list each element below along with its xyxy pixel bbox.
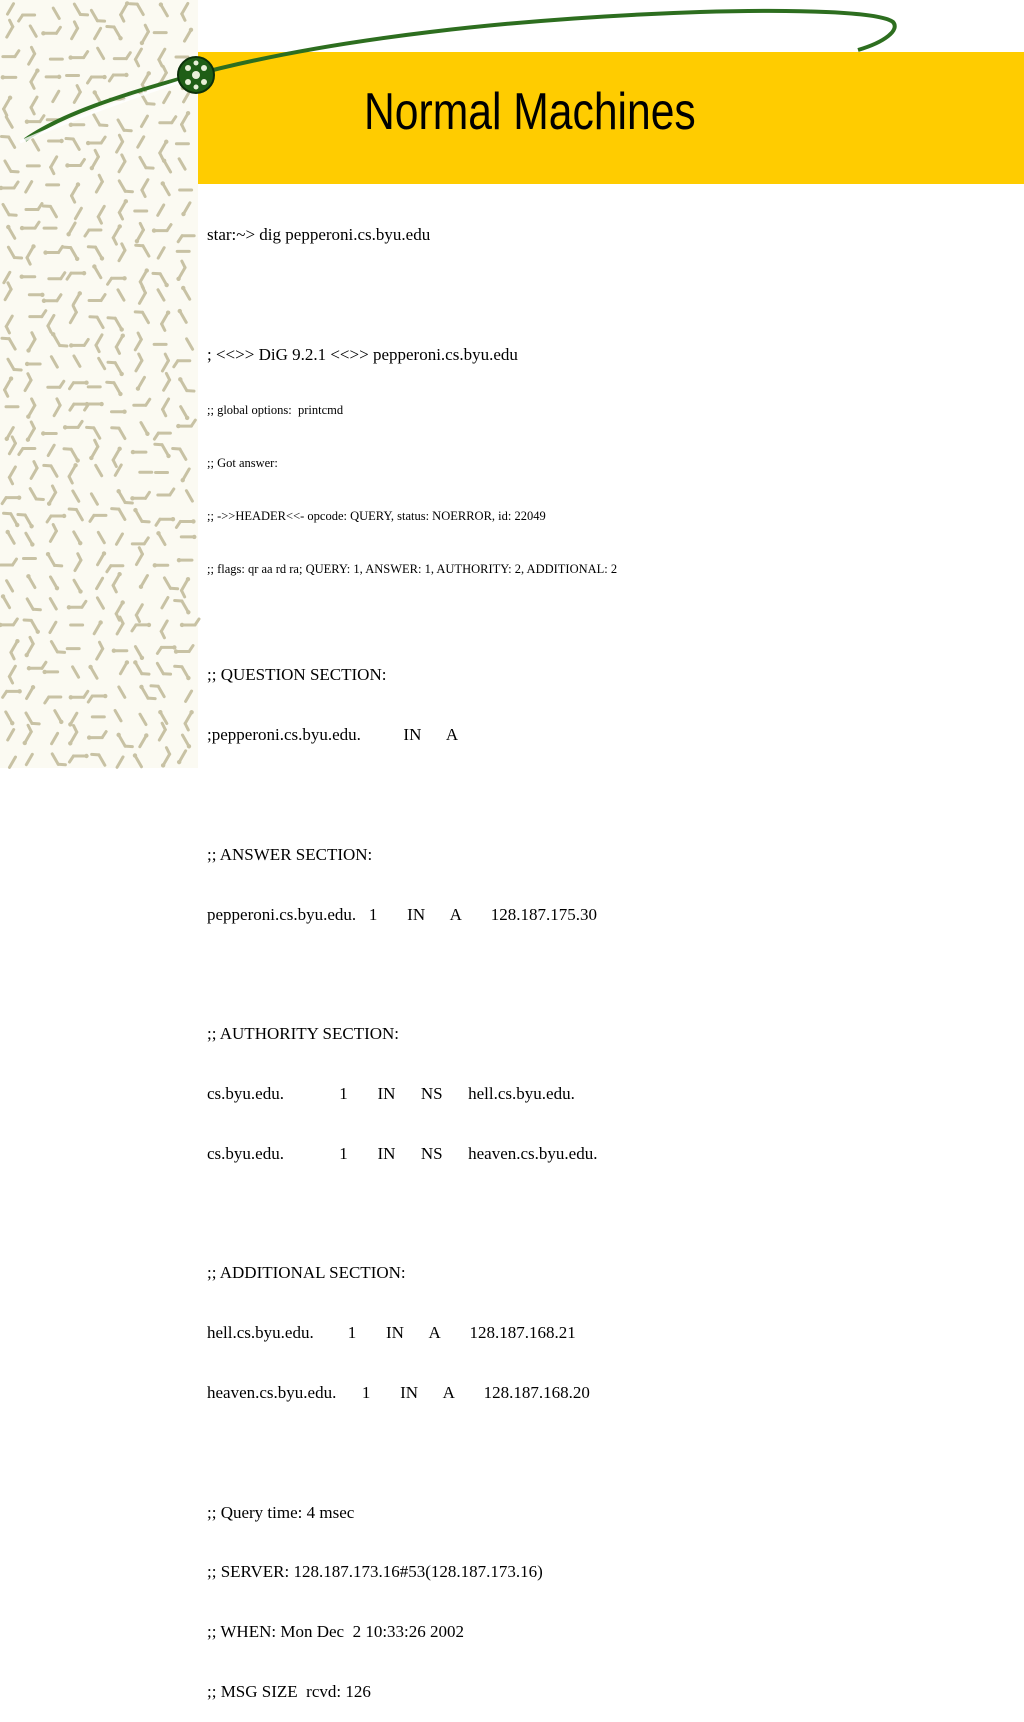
pattern-glyph [75,208,81,218]
pattern-glyph [119,687,125,697]
pattern-glyph [22,422,39,443]
pattern-glyph [64,726,81,747]
command-line: star:~> dig pepperoni.cs.byu.edu [207,225,431,244]
pattern-glyph [114,244,127,261]
dig-header-line: ; <<>> DiG 9.2.1 <<>> pepperoni.cs.byu.edu [207,344,518,364]
pattern-glyph [5,529,16,544]
pattern-glyph [177,374,194,395]
pattern-glyph [138,732,149,747]
pattern-glyph [29,293,44,297]
pattern-glyph [180,468,191,483]
pattern-glyph [94,335,107,352]
pattern-glyph [69,339,88,347]
pattern-glyph [174,361,190,367]
pattern-glyph [43,486,60,507]
pattern-glyph [112,425,125,442]
pattern-glyph [87,424,100,441]
pattern-glyph [69,691,88,699]
pattern-glyph [175,662,192,683]
pattern-glyph [9,757,15,767]
pattern-glyph [74,356,80,366]
pattern-glyph [88,664,99,679]
stats-line: ;; MSG SIZE rcvd: 126 [207,1681,371,1701]
pattern-glyph [134,605,147,622]
pattern-glyph [130,333,143,350]
pattern-glyph [135,309,148,326]
pattern-glyph [3,201,16,218]
pattern-glyph [134,286,147,303]
pattern-glyph [186,691,192,701]
pattern-glyph [73,667,79,677]
pattern-glyph [4,711,15,726]
pattern-glyph [70,554,83,571]
additional-row: hell.cs.byu.edu. 1 IN A 128.187.168.21 [207,1323,576,1343]
pattern-glyph [30,311,46,317]
question-heading: ;; QUESTION SECTION: [207,665,387,685]
pattern-glyph [176,420,195,428]
pattern-glyph [65,462,82,483]
pattern-glyph [109,223,126,244]
pattern-glyph [173,446,186,463]
pattern-glyph [91,642,104,659]
pattern-glyph [112,333,129,354]
pattern-glyph [132,505,149,526]
pattern-glyph [140,714,146,724]
pattern-glyph [157,645,176,653]
pattern-glyph [112,506,125,523]
pattern-glyph [7,666,20,683]
answer-row: pepperoni.cs.byu.edu. 1 IN A 128.187.175.30 [207,904,598,924]
pattern-glyph [26,754,32,764]
pattern-glyph [25,362,40,366]
pattern-glyph [30,486,43,503]
meta-line: ;; ->>HEADER<<- opcode: QUERY, status: NOERROR, id: 22049 [207,509,546,524]
pattern-glyph [0,619,17,627]
pattern-glyph [180,202,191,217]
pattern-glyph [164,575,177,592]
pattern-glyph [18,725,35,746]
pattern-glyph [155,440,172,461]
pattern-glyph [108,276,127,284]
pattern-glyph [130,492,149,500]
pattern-glyph [48,445,54,455]
pattern-glyph [8,730,14,740]
pattern-glyph [154,433,170,439]
additional-row: heaven.cs.byu.edu. 1 IN A 128.187.168.20 [207,1382,590,1402]
pattern-glyph [50,622,56,632]
pattern-glyph [109,571,126,592]
pattern-glyph [158,290,164,300]
pattern-glyph [51,357,57,367]
pattern-glyph [47,514,66,522]
pattern-glyph [92,751,105,768]
pattern-glyph [63,421,82,429]
dig-output [207,187,1007,1722]
meta-line: ;; global options: printcmd [207,403,344,418]
pattern-glyph [158,248,164,258]
pattern-glyph [116,534,122,544]
pattern-glyph [43,203,56,220]
pattern-glyph [119,659,130,674]
pattern-glyph [98,532,104,542]
pattern-glyph [157,354,170,371]
pattern-glyph [45,697,61,703]
pattern-glyph [158,373,171,390]
slide-title: Normal Machines [364,83,696,141]
pattern-glyph [180,619,199,627]
pattern-glyph [49,576,60,591]
pattern-glyph [181,709,198,730]
pattern-glyph [0,283,13,300]
pattern-glyph [115,198,132,219]
stats-line: ;; SERVER: 128.187.173.16#53(128.187.173.16) [207,1562,543,1582]
pattern-glyph [8,244,21,261]
pattern-glyph [91,263,102,278]
pattern-glyph [52,751,65,768]
pattern-glyph [67,601,86,609]
pattern-glyph [177,308,188,323]
pattern-glyph [177,558,192,562]
pattern-glyph [2,335,15,352]
pattern-glyph [50,329,67,350]
pattern-glyph [88,694,107,702]
pattern-glyph [108,314,125,335]
pattern-glyph [7,581,13,591]
pattern-glyph [20,637,37,658]
pattern-glyph [52,733,58,743]
pattern-glyph [112,648,127,652]
pattern-glyph [22,333,39,354]
pattern-glyph [116,486,133,507]
pattern-glyph [46,315,59,332]
meta-line: ;; flags: qr aa rd ra; QUERY: 1, ANSWER: 1, AUTHORITY: 2, ADDITIONAL: 2 [207,562,618,577]
pattern-glyph [1,376,18,397]
pattern-glyph [24,616,41,637]
pattern-glyph [175,596,192,617]
pattern-glyph [117,757,123,767]
pattern-glyph [3,689,22,697]
pattern-glyph [53,710,64,725]
pattern-glyph [180,285,191,300]
pattern-glyph [136,268,153,289]
pattern-glyph [4,509,21,530]
pattern-glyph [41,431,56,435]
stats-line: ;; Query time: 4 msec [207,1502,355,1522]
stats-line: ;; WHEN: Mon Dec 2 10:33:26 2002 [207,1622,465,1642]
pattern-glyph [176,750,187,765]
pattern-glyph [4,272,10,282]
pattern-glyph [108,358,125,379]
pattern-glyph [109,446,126,467]
question-row: ;pepperoni.cs.byu.edu. IN A [207,725,459,745]
pattern-glyph [99,358,105,368]
pattern-glyph [42,670,57,674]
pattern-glyph [72,579,83,594]
pattern-glyph [92,619,103,634]
pattern-glyph [131,223,148,244]
pattern-glyph [138,574,149,589]
pattern-glyph [162,597,168,607]
pattern-glyph [0,559,16,565]
pattern-glyph [48,381,64,387]
pattern-glyph [72,531,83,546]
pattern-glyph [178,236,194,242]
pattern-glyph [158,310,175,331]
pattern-glyph [176,519,195,527]
pattern-glyph [8,356,21,373]
pattern-glyph [131,354,144,371]
pattern-glyph [44,462,57,479]
swoosh-highlight [20,80,185,142]
pattern-glyph [157,748,174,769]
pattern-glyph [42,295,61,303]
pattern-glyph [178,576,195,597]
pattern-glyph [132,538,148,544]
pattern-glyph [49,273,65,279]
pattern-glyph [118,290,124,300]
pattern-glyph [186,491,192,501]
pattern-glyph [181,535,196,539]
pattern-glyph [49,399,62,416]
pattern-glyph [96,465,102,475]
pattern-glyph [153,269,170,290]
pattern-glyph [20,374,33,391]
pattern-glyph [20,275,35,279]
pattern-glyph [115,710,121,720]
pattern-glyph [161,399,174,416]
pattern-glyph [45,549,62,570]
pattern-glyph [20,222,39,230]
pattern-glyph [85,230,101,236]
pattern-glyph [112,410,127,414]
pattern-glyph [25,573,36,588]
pattern-glyph [97,578,103,588]
pattern-glyph [90,314,103,331]
pattern-glyph [131,450,146,454]
pattern-glyph [187,339,193,349]
pattern-glyph [69,506,82,523]
pattern-glyph [0,593,11,608]
pattern-glyph [89,295,105,301]
pattern-glyph [116,730,133,751]
additional-heading: ;; ADDITIONAL SECTION: [207,1263,406,1283]
pattern-glyph [107,378,124,399]
pattern-glyph [181,734,192,749]
pattern-glyph [67,271,86,279]
pattern-glyph [136,242,149,259]
pattern-glyph [172,261,189,282]
pattern-glyph [5,224,16,239]
pattern-glyph [90,515,106,521]
pattern-glyph [43,247,62,255]
pattern-glyph [153,563,168,567]
pattern-glyph [26,204,42,210]
pattern-glyph [158,205,164,215]
pattern-glyph [91,494,97,504]
pattern-glyph [27,662,46,670]
pattern-glyph [135,376,146,391]
globe-icon [178,57,214,93]
pattern-glyph [19,449,35,455]
pattern-glyph [96,550,107,565]
pattern-glyph [73,491,79,501]
authority-row: cs.byu.edu. 1 IN NS heaven.cs.byu.edu. [207,1143,598,1163]
pattern-glyph [155,530,166,545]
pattern-glyph [63,243,80,264]
pattern-glyph [179,406,190,421]
pattern-glyph [51,639,64,656]
pattern-glyph [71,290,82,305]
pattern-glyph [158,489,174,495]
pattern-glyph [134,645,145,660]
pattern-glyph [152,225,171,233]
pattern-glyph [26,462,39,479]
pattern-glyph [7,638,24,659]
meta-line: ;; Got answer: [207,456,278,471]
pattern-glyph [87,732,106,740]
pattern-glyph [97,598,103,608]
pattern-glyph [154,723,167,740]
pattern-glyph [132,657,149,678]
pattern-glyph [85,440,102,461]
pattern-glyph [85,402,104,410]
pattern-glyph [132,752,143,767]
pattern-glyph [96,206,109,223]
authority-row: cs.byu.edu. 1 IN NS hell.cs.byu.edu. [207,1083,575,1103]
pattern-glyph [65,306,78,323]
pattern-glyph [7,467,20,484]
pattern-glyph [24,532,35,547]
pattern-glyph [174,646,193,654]
pattern-glyph [88,243,105,264]
pattern-glyph [2,495,21,503]
pattern-glyph [159,621,172,638]
pattern-glyph [69,754,88,762]
pattern-glyph [50,599,56,609]
pattern-glyph [70,381,89,389]
pattern-glyph [64,445,81,466]
pattern-glyph [132,623,151,631]
pattern-glyph [107,566,123,572]
pattern-glyph [23,243,40,264]
pattern-glyph [157,660,170,677]
pattern-glyph [25,684,36,699]
answer-heading: ;; ANSWER SECTION: [207,844,373,864]
pattern-glyph [18,510,35,531]
pattern-glyph [134,399,150,405]
pattern-glyph [27,596,40,613]
pattern-glyph [139,421,150,436]
pattern-glyph [66,222,77,237]
pattern-glyph [156,517,175,525]
authority-heading: ;; AUTHORITY SECTION: [207,1024,400,1044]
pattern-glyph [22,399,39,420]
pattern-glyph [45,525,58,542]
pattern-glyph [131,548,144,565]
pattern-glyph [4,316,17,333]
